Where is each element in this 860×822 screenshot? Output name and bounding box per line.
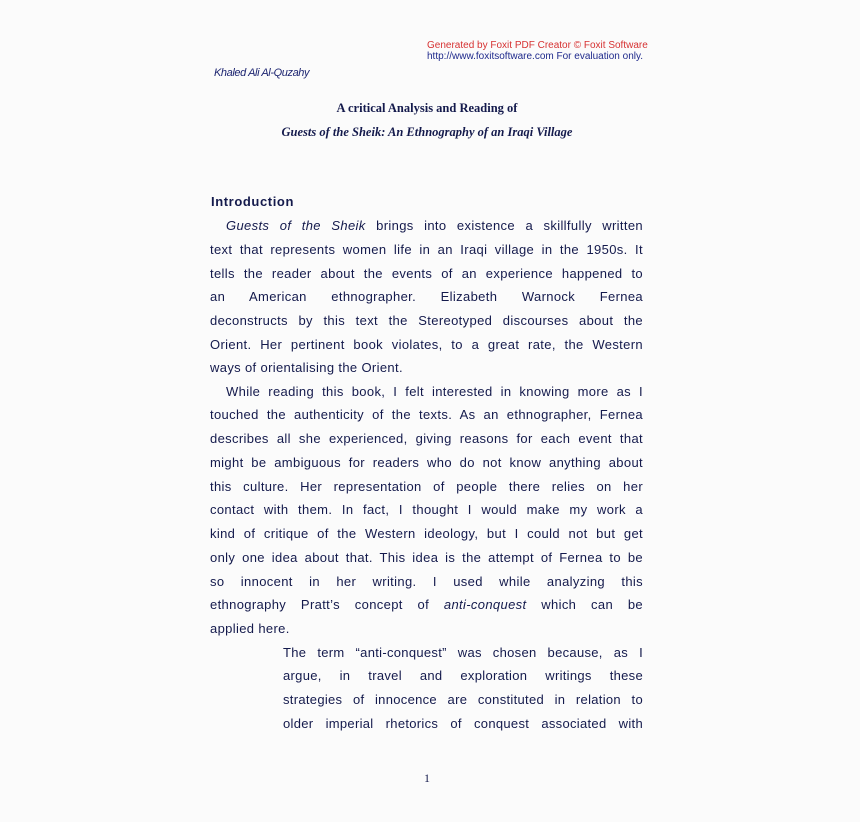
title-line-1: A critical Analysis and Reading of (336, 101, 518, 115)
watermark-line-2: http://www.foxitsoftware.com For evaluation only. (427, 51, 644, 62)
paragraph-2-line-9: so innocent in her writing. I used while analyzing this (210, 574, 643, 589)
quote-line-2: argue, in travel and exploration writings these (283, 668, 643, 683)
watermark-line-1: Generated by Foxit PDF Creator © Foxit Software (427, 40, 648, 51)
paragraph-2-line-2: touched the authenticity of the texts. As an ethnographer, Fernea (210, 407, 643, 422)
paragraph-2-line-11: applied here. (210, 621, 290, 636)
anti-conquest-italic: anti-conquest (443, 597, 527, 612)
author-name: Khaled Ali Al-Quzahy (214, 67, 310, 79)
book-title-italic: Guests of the Sheik (226, 218, 366, 233)
paragraph-2-line-6: contact with them. In fact, I thought I would make my work a (210, 502, 643, 517)
paragraph-2-line-3: describes all she experienced, giving reasons for each event that (210, 431, 643, 446)
watermark (427, 40, 657, 62)
paragraph-2-line-8: only one idea about that. This idea is the attempt of Fernea to be (210, 550, 643, 565)
paragraph-1-line-6: Orient. Her pertinent book violates, to a great rate, the Western (210, 337, 643, 352)
paragraph-1-line-2: text that represents women life in an Iraqi village in the 1950s. It (210, 242, 643, 257)
quote-line-1: The term “anti-conquest” was chosen because, as I (283, 645, 643, 660)
paragraph-2-line-7: kind of critique of the Western ideology, but I could not but get (210, 526, 643, 541)
paragraph-1-line-5: deconstructs by this text the Stereotyped discourses about the (210, 313, 643, 328)
paragraph-2-line-10-post: which can be (526, 597, 644, 612)
paragraph-2-line-1: While reading this book, I felt interested in knowing more as I (226, 384, 643, 399)
paragraph-1-line-1 (226, 217, 643, 235)
quote-line-3: strategies of innocence are constituted in relation to (283, 692, 643, 707)
page-number: 1 (424, 771, 430, 785)
paragraph-1-line-1-rest: brings into existence a skillfully written (365, 218, 644, 233)
quote-line-4: older imperial rhetorics of conquest associated with (283, 716, 643, 731)
title-line-2: Guests of the Sheik: An Ethnography of an Iraqi Village (281, 125, 573, 139)
paragraph-1-line-4: an American ethnographer. Elizabeth Warnock Fernea (210, 289, 643, 304)
paragraph-2-line-5: this culture. Her representation of people there relies on her (210, 479, 643, 494)
section-heading: Introduction (211, 194, 295, 209)
paragraph-2-line-10-pre: ethnography Pratt’s concept of (210, 597, 444, 612)
paragraph-1-line-7: ways of orientalising the Orient. (210, 360, 403, 375)
paragraph-2-line-10 (210, 596, 643, 614)
paragraph-2-line-4: might be ambiguous for readers who do not know anything about (210, 455, 643, 470)
paragraph-1-line-3: tells the reader about the events of an experience happened to (210, 266, 643, 281)
